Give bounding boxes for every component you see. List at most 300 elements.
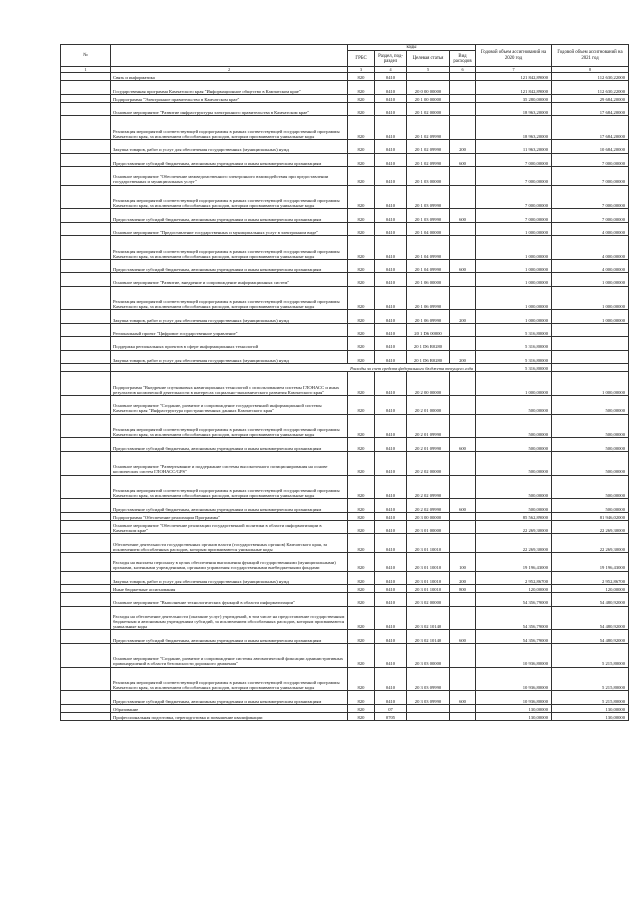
table-row xyxy=(61,73,629,81)
expense-type-cell xyxy=(450,643,476,667)
row-name-cell: Реализация мероприятий соответствующей подпрограммы в рамках соответствующей государственной программы Камчатского края, за исключением обособленных расходов, которым присваиваются уникальные коды xyxy=(111,414,348,438)
amount-2021-cell: 4 000,00000 xyxy=(552,236,629,260)
amount-2021-cell: 500,00000 xyxy=(552,451,629,475)
row-number-cell xyxy=(61,364,111,372)
amount-2021-cell: 4 000,00000 xyxy=(552,222,629,235)
table-row xyxy=(61,593,629,606)
target-article-cell: 20 2 02 09990 xyxy=(407,475,450,499)
expense-type-cell xyxy=(450,81,476,94)
col-num-1: 1 xyxy=(61,67,111,73)
grbs-cell: 820 xyxy=(348,153,375,166)
amount-2020-cell: 1 000,00000 xyxy=(476,286,552,310)
razdel-cell: 0410 xyxy=(375,643,407,667)
amount-2020-cell: 5 316,80000 xyxy=(476,337,552,350)
target-article-cell: 20 3 03 00000 xyxy=(407,643,450,667)
target-article-cell: 20 1 03 09990 xyxy=(407,185,450,209)
razdel-cell: 0410 xyxy=(375,140,407,153)
razdel-cell: 0410 xyxy=(375,323,407,336)
row-number-cell xyxy=(61,185,111,209)
razdel-cell: 0410 xyxy=(375,286,407,310)
target-article-cell: 20 2 01 09990 xyxy=(407,438,450,451)
razdel-cell: 0410 xyxy=(375,185,407,209)
target-article-cell: 20 1 02 00000 xyxy=(407,102,450,115)
row-number-cell xyxy=(61,73,111,81)
row-number-cell xyxy=(61,222,111,235)
row-name-cell: Закупка товаров, работ и услуг для обеспечения государственных (муниципальных) нужд xyxy=(111,310,348,323)
grbs-cell: 820 xyxy=(348,350,375,363)
amount-2020-cell: 7 000,00000 xyxy=(476,166,552,185)
razdel-cell: 0410 xyxy=(375,534,407,553)
amount-2020-cell: 5 316,80000 xyxy=(476,364,552,372)
row-name-cell: Реализация мероприятий соответствующей подпрограммы в рамках соответствующей государственной программы Камчатского края, за исключением обособленных расходов, которым присваиваются уникальные коды xyxy=(111,236,348,260)
row-name-cell: Закупка товаров, работ и услуг для обеспечения государственных (муниципальных) нужд xyxy=(111,350,348,363)
grbs-cell: 820 xyxy=(348,593,375,606)
amount-2021-cell xyxy=(552,323,629,336)
grbs-cell: 820 xyxy=(348,552,375,571)
amount-2021-cell: 1 000,00000 xyxy=(552,286,629,310)
row-name-cell: Основное мероприятие "Развитие, внедрение и сопровождение информационных систем" xyxy=(111,273,348,286)
table-row xyxy=(61,337,629,350)
row-name-cell: Основное мероприятие "Создание, развитие и сопровождение системы автоматической фиксации административных правонарушений в области безопасности дорожного движения" xyxy=(111,643,348,667)
amount-2020-cell: 10 936,80000 xyxy=(476,643,552,667)
amount-2020-cell: 121 842,89000 xyxy=(476,73,552,81)
row-name-cell: Образование xyxy=(111,704,348,712)
table-row xyxy=(61,116,629,140)
row-name-cell: Реализация мероприятий соответствующей подпрограммы в рамках соответствующей государственной программы Камчатского края, за исключением обособленных расходов, которым присваиваются уникальные коды xyxy=(111,286,348,310)
target-article-cell: 20 1 D6 R0280 xyxy=(407,350,450,363)
row-number-cell xyxy=(61,153,111,166)
amount-2021-cell xyxy=(552,337,629,350)
table-row xyxy=(61,222,629,235)
table-row xyxy=(61,140,629,153)
row-name-cell: Основное мероприятие "Выполнение технологических функций в области информатизации" xyxy=(111,593,348,606)
row-name-cell: Подпрограмма "Электронное правительство в Камчатском крае" xyxy=(111,94,348,102)
grbs-cell: 820 xyxy=(348,643,375,667)
razdel-cell: 0410 xyxy=(375,273,407,286)
table-row xyxy=(61,552,629,571)
razdel-cell: 0410 xyxy=(375,584,407,592)
grbs-cell: 820 xyxy=(348,73,375,81)
target-article-cell: 20 1 06 00000 xyxy=(407,273,450,286)
grbs-cell: 820 xyxy=(348,222,375,235)
razdel-cell: 0410 xyxy=(375,372,407,396)
amount-2020-cell: 121 842,89000 xyxy=(476,81,552,94)
row-number-cell xyxy=(61,166,111,185)
table-row xyxy=(61,667,629,691)
table-body xyxy=(61,73,629,721)
row-number-cell xyxy=(61,116,111,140)
row-number-cell xyxy=(61,704,111,712)
row-number-cell xyxy=(61,350,111,363)
target-article-cell: 20 1 D6 R0280 xyxy=(407,337,450,350)
amount-2021-cell: 7 000,00000 xyxy=(552,209,629,222)
table-row xyxy=(61,643,629,667)
table-row xyxy=(61,584,629,592)
amount-2021-cell: 1 000,00000 xyxy=(552,372,629,396)
razdel-cell: 0410 xyxy=(375,606,407,630)
razdel-cell: 0410 xyxy=(375,310,407,323)
row-name-cell: Закупка товаров, работ и услуг для обеспечения государственных (муниципальных) нужд xyxy=(111,140,348,153)
target-article-cell: 20 3 02 10140 xyxy=(407,606,450,630)
row-number-cell xyxy=(61,81,111,94)
amount-2020-cell: 1 000,00000 xyxy=(476,273,552,286)
expense-type-cell: 200 xyxy=(450,350,476,363)
table-row xyxy=(61,475,629,499)
expense-type-cell xyxy=(450,396,476,415)
amount-2021-cell: 5 215,80000 xyxy=(552,667,629,691)
grbs-cell: 820 xyxy=(348,323,375,336)
amount-2020-cell: 1 000,00000 xyxy=(476,259,552,272)
row-name-cell: Закупка товаров, работ и услуг для обеспечения государственных (муниципальных) нужд xyxy=(111,571,348,584)
col-name-header xyxy=(111,45,348,67)
razdel-cell: 0410 xyxy=(375,630,407,643)
razdel-cell: 0410 xyxy=(375,222,407,235)
expense-type-cell xyxy=(450,534,476,553)
grbs-cell: 820 xyxy=(348,166,375,185)
expense-type-cell xyxy=(450,116,476,140)
table-row xyxy=(61,606,629,630)
amount-2021-cell: 130,00000 xyxy=(552,712,629,720)
target-article-cell: 20 3 01 10010 xyxy=(407,534,450,553)
grbs-cell: 820 xyxy=(348,704,375,712)
row-number-cell xyxy=(61,571,111,584)
target-article-cell: 20 3 03 09990 xyxy=(407,691,450,704)
grbs-cell: 820 xyxy=(348,185,375,209)
expense-type-cell xyxy=(450,222,476,235)
grbs-cell: 820 xyxy=(348,209,375,222)
amount-2021-cell: 500,00000 xyxy=(552,475,629,499)
grbs-cell: 820 xyxy=(348,451,375,475)
grbs-cell: 820 xyxy=(348,236,375,260)
target-article-cell: 20 1 02 09990 xyxy=(407,153,450,166)
col-grbs-header: ГРБС xyxy=(348,51,375,67)
target-article-cell xyxy=(407,73,450,81)
col-vid-header: Вид расходов xyxy=(450,51,476,67)
row-name-cell: Основное мероприятие "Обеспечение межведомственного электронного взаимодействия при предоставлении государственных и муниципальных услуг" xyxy=(111,166,348,185)
razdel-cell: 0410 xyxy=(375,259,407,272)
amount-2020-cell: 18 963,20000 xyxy=(476,116,552,140)
budget-table-sheet xyxy=(60,44,628,721)
table-row xyxy=(61,571,629,584)
table-row xyxy=(61,520,629,533)
row-name-cell: Иные бюджетные ассигнования xyxy=(111,584,348,592)
row-name-cell: Связь и информатика xyxy=(111,73,348,81)
razdel-cell: 0410 xyxy=(375,396,407,415)
grbs-cell: 820 xyxy=(348,534,375,553)
expense-type-cell xyxy=(450,520,476,533)
row-number-cell xyxy=(61,606,111,630)
razdel-cell: 0410 xyxy=(375,116,407,140)
expense-type-cell xyxy=(450,451,476,475)
expense-type-cell xyxy=(450,414,476,438)
grbs-cell: 820 xyxy=(348,512,375,520)
razdel-cell: 0410 xyxy=(375,102,407,115)
amount-2020-cell: 2 952,86700 xyxy=(476,571,552,584)
table-row xyxy=(61,630,629,643)
grbs-cell: 820 xyxy=(348,606,375,630)
amount-2021-cell: 1 000,00000 xyxy=(552,273,629,286)
amount-2021-cell: 10 684,20000 xyxy=(552,140,629,153)
amount-2020-cell: 5 316,80000 xyxy=(476,350,552,363)
amount-2020-cell: 500,00000 xyxy=(476,396,552,415)
row-number-cell xyxy=(61,310,111,323)
amount-2021-cell: 500,00000 xyxy=(552,438,629,451)
razdel-cell: 0410 xyxy=(375,552,407,571)
target-article-cell: 20 1 03 00000 xyxy=(407,166,450,185)
table-row xyxy=(61,512,629,520)
target-article-cell: 20 2 01 00000 xyxy=(407,396,450,415)
table-row xyxy=(61,323,629,336)
amount-2021-cell: 29 684,20000 xyxy=(552,94,629,102)
razdel-cell: 0410 xyxy=(375,438,407,451)
target-article-cell: 20 3 02 00000 xyxy=(407,593,450,606)
row-number-cell xyxy=(61,512,111,520)
target-article-cell: 20 1 04 09990 xyxy=(407,236,450,260)
amount-2020-cell: 54 356,79000 xyxy=(476,593,552,606)
razdel-cell: 0410 xyxy=(375,691,407,704)
table-row xyxy=(61,94,629,102)
table-row xyxy=(61,350,629,363)
row-name-cell: Основное мероприятие "Предоставление государственных и муниципальных услуг в электронном виде" xyxy=(111,222,348,235)
table-row xyxy=(61,364,629,372)
razdel-cell: 0410 xyxy=(375,81,407,94)
grbs-cell: 820 xyxy=(348,584,375,592)
expense-type-cell: 600 xyxy=(450,209,476,222)
grbs-cell: 820 xyxy=(348,372,375,396)
grbs-cell: 820 xyxy=(348,475,375,499)
expense-type-cell xyxy=(450,323,476,336)
amount-2021-cell: 19 196,43000 xyxy=(552,552,629,571)
expense-type-cell xyxy=(450,606,476,630)
grbs-cell: 820 xyxy=(348,691,375,704)
amount-2021-cell: 4 000,00000 xyxy=(552,259,629,272)
target-article-cell: 20 3 03 09990 xyxy=(407,667,450,691)
razdel-cell: 0705 xyxy=(375,712,407,720)
expense-type-cell: 600 xyxy=(450,630,476,643)
row-number-cell xyxy=(61,140,111,153)
row-number-cell xyxy=(61,475,111,499)
row-name-cell: Реализация мероприятий соответствующей подпрограммы в рамках соответствующей государственной программы Камчатского края, за исключением обособленных расходов, которым присваиваются уникальные коды xyxy=(111,116,348,140)
target-article-cell: 20 0 00 00000 xyxy=(407,81,450,94)
table-row xyxy=(61,236,629,260)
grbs-cell: 820 xyxy=(348,102,375,115)
amount-2021-cell: 54 480,92000 xyxy=(552,593,629,606)
row-name-cell: Государственная программа Камчатского края "Информационное общество в Камчатском крае" xyxy=(111,81,348,94)
table-row xyxy=(61,691,629,704)
row-name-cell: Расходы на обеспечение деятельности (оказание услуг) учреждений, в том числе на предоставление государственным бюджетным и автономным учреждениям субсидий, за исключением обособленных расходов, которым присваиваются уникальные коды xyxy=(111,606,348,630)
razdel-cell: 0410 xyxy=(375,337,407,350)
row-number-cell xyxy=(61,499,111,512)
amount-2020-cell: 500,00000 xyxy=(476,438,552,451)
amount-2020-cell: 7 000,00000 xyxy=(476,209,552,222)
razdel-cell: 0410 xyxy=(375,153,407,166)
table-row xyxy=(61,712,629,720)
row-number-cell xyxy=(61,438,111,451)
amount-2020-cell: 7 000,00000 xyxy=(476,185,552,209)
table-row xyxy=(61,704,629,712)
razdel-cell: 0410 xyxy=(375,593,407,606)
row-name-cell: Предоставление субсидий бюджетным, автономным учреждениям и иным некоммерческим организациям xyxy=(111,630,348,643)
grbs-cell: 820 xyxy=(348,630,375,643)
table-row xyxy=(61,499,629,512)
razdel-cell: 0410 xyxy=(375,166,407,185)
amount-2021-cell: 17 684,20000 xyxy=(552,102,629,115)
target-article-cell: 20 3 01 10010 xyxy=(407,571,450,584)
razdel-cell: 0410 xyxy=(375,499,407,512)
table-row xyxy=(61,534,629,553)
codes-header: коды xyxy=(348,45,476,51)
amount-2020-cell: 11 963,20000 xyxy=(476,140,552,153)
target-article-cell: 20 3 01 10010 xyxy=(407,584,450,592)
row-name-cell: Предоставление субсидий бюджетным, автономным учреждениям и иным некоммерческим организациям xyxy=(111,259,348,272)
row-name-cell: Предоставление субсидий бюджетным, автономным учреждениям и иным некоммерческим организациям xyxy=(111,438,348,451)
amount-2021-cell: 22 269,30000 xyxy=(552,534,629,553)
target-article-cell: 20 2 02 09990 xyxy=(407,499,450,512)
row-name-cell: Подпрограмма "Обеспечение реализации Программы" xyxy=(111,512,348,520)
table-row xyxy=(61,451,629,475)
expense-type-cell xyxy=(450,166,476,185)
table-row xyxy=(61,185,629,209)
row-name-cell: Предоставление субсидий бюджетным, автономным учреждениям и иным некоммерческим организациям xyxy=(111,209,348,222)
table-row xyxy=(61,166,629,185)
grbs-cell: 820 xyxy=(348,273,375,286)
row-number-cell xyxy=(61,372,111,396)
expense-type-cell: 200 xyxy=(450,310,476,323)
amount-2021-cell: 22 269,30000 xyxy=(552,520,629,533)
target-article-cell: 20 2 01 09990 xyxy=(407,414,450,438)
row-name-cell: Подпрограмма "Внедрение спутниковых навигационных технологий с использованием системы ГЛОНАСС и иных результатов космической деятельности в интересах социально-экономического развития Камчатского края" xyxy=(111,372,348,396)
amount-2020-cell: 500,00000 xyxy=(476,451,552,475)
amount-2021-cell: 500,00000 xyxy=(552,499,629,512)
grbs-cell: 820 xyxy=(348,286,375,310)
grbs-cell: 820 xyxy=(348,81,375,94)
amount-2020-cell: 85 562,89000 xyxy=(476,512,552,520)
col-num-5: 5 xyxy=(407,67,450,73)
table-row xyxy=(61,372,629,396)
row-name-cell: Обеспечение деятельности государственных органов власти (государственных органов) Камчатского края, за исключением обособленных расходов, которым присваиваются уникальные коды xyxy=(111,534,348,553)
table-row xyxy=(61,438,629,451)
expense-type-cell xyxy=(450,704,476,712)
row-name-cell: Реализация мероприятий соответствующей подпрограммы в рамках соответствующей государственной программы Камчатского края, за исключением обособленных расходов, которым присваиваются уникальные коды xyxy=(111,475,348,499)
amount-2020-cell: 54 356,79000 xyxy=(476,630,552,643)
grbs-cell: 820 xyxy=(348,499,375,512)
razdel-cell: 0410 xyxy=(375,73,407,81)
razdel-cell: 0410 xyxy=(375,475,407,499)
amount-2021-cell: 7 000,00000 xyxy=(552,185,629,209)
amount-2020-cell: 22 269,30000 xyxy=(476,520,552,533)
expense-type-cell xyxy=(450,593,476,606)
target-article-cell: 20 1 06 09990 xyxy=(407,310,450,323)
amount-2021-cell: 500,00000 xyxy=(552,396,629,415)
row-number-cell xyxy=(61,552,111,571)
table-row xyxy=(61,396,629,415)
col-num-8: 8 xyxy=(552,67,629,73)
amount-2021-cell: 17 684,20000 xyxy=(552,116,629,140)
grbs-cell: 820 xyxy=(348,438,375,451)
col-2021-header: Годовой объем ассигнований на 2021 год xyxy=(552,45,629,67)
row-number-cell xyxy=(61,259,111,272)
amount-2021-cell xyxy=(552,364,629,372)
amount-2020-cell: 35 280,00000 xyxy=(476,94,552,102)
amount-2020-cell: 1 000,00000 xyxy=(476,222,552,235)
amount-2021-cell: 54 480,92000 xyxy=(552,606,629,630)
razdel-cell: 07 xyxy=(375,704,407,712)
row-number-cell xyxy=(61,630,111,643)
budget-table xyxy=(60,44,629,721)
grbs-cell: 820 xyxy=(348,94,375,102)
expense-type-cell xyxy=(450,185,476,209)
row-name-cell: Предоставление субсидий бюджетным, автономным учреждениям и иным некоммерческим организациям xyxy=(111,499,348,512)
row-number-cell xyxy=(61,414,111,438)
amount-2020-cell: 19 196,43000 xyxy=(476,552,552,571)
col-num-6: 6 xyxy=(450,67,476,73)
row-number-cell xyxy=(61,520,111,533)
expense-type-cell xyxy=(450,712,476,720)
target-article-cell xyxy=(407,704,450,712)
grbs-cell: 820 xyxy=(348,259,375,272)
amount-2021-cell: 81 946,02000 xyxy=(552,512,629,520)
row-number-cell xyxy=(61,323,111,336)
target-article-cell: 20 1 00 00000 xyxy=(407,94,450,102)
grbs-cell: 820 xyxy=(348,414,375,438)
table-row xyxy=(61,81,629,94)
grbs-cell: 820 xyxy=(348,140,375,153)
row-name-cell: Основное мероприятие "Создание, развитие и сопровождение государственной информационной системы Камчатского края "Инфраструктура пространственных данных Камчатского края" xyxy=(111,396,348,415)
row-number-cell xyxy=(61,337,111,350)
expense-type-cell xyxy=(450,273,476,286)
table-row xyxy=(61,153,629,166)
razdel-cell: 0410 xyxy=(375,571,407,584)
amount-2021-cell: 7 000,00000 xyxy=(552,153,629,166)
amount-2021-cell: 112 630,22000 xyxy=(552,73,629,81)
col-razdel-header: Раздел, под-раздел xyxy=(375,51,407,67)
razdel-cell: 0410 xyxy=(375,520,407,533)
target-article-cell: 20 1 02 09990 xyxy=(407,116,450,140)
amount-2020-cell: 1 000,00000 xyxy=(476,236,552,260)
expense-type-cell: 100 xyxy=(450,552,476,571)
row-name-cell: Предоставление субсидий бюджетным, автономным учреждениям и иным некоммерческим организациям xyxy=(111,691,348,704)
col-2020-header: Годовой объем ассигнований на 2020 год xyxy=(476,45,552,67)
table-row xyxy=(61,259,629,272)
row-number-cell xyxy=(61,667,111,691)
target-article-cell: 20 2 02 00000 xyxy=(407,451,450,475)
amount-2020-cell: 10 936,80000 xyxy=(476,691,552,704)
razdel-cell: 0410 xyxy=(375,414,407,438)
row-name-cell: Реализация мероприятий соответствующей подпрограммы в рамках соответствующей государственной программы Камчатского края, за исключением обособленных расходов, которым присваиваются уникальные коды xyxy=(111,667,348,691)
table-row xyxy=(61,310,629,323)
target-article-cell: 20 3 02 10140 xyxy=(407,630,450,643)
expense-type-cell: 200 xyxy=(450,571,476,584)
expense-type-cell: 600 xyxy=(450,153,476,166)
row-number-cell xyxy=(61,712,111,720)
expense-type-cell xyxy=(450,475,476,499)
col-num-2: 2 xyxy=(111,67,348,73)
table-row xyxy=(61,273,629,286)
expense-type-cell: 200 xyxy=(450,140,476,153)
amount-2020-cell: 18 963,20000 xyxy=(476,102,552,115)
row-note-cell: Расходы за счет средств федерального бюджета текущего года xyxy=(111,364,476,372)
amount-2020-cell: 500,00000 xyxy=(476,499,552,512)
expense-type-cell xyxy=(450,236,476,260)
row-number-cell xyxy=(61,691,111,704)
amount-2020-cell: 130,00000 xyxy=(476,704,552,712)
row-number-cell xyxy=(61,451,111,475)
amount-2020-cell: 1 000,00000 xyxy=(476,310,552,323)
amount-2021-cell: 7 000,00000 xyxy=(552,166,629,185)
target-article-cell: 20 3 01 10010 xyxy=(407,552,450,571)
row-number-cell xyxy=(61,396,111,415)
razdel-cell: 0410 xyxy=(375,350,407,363)
